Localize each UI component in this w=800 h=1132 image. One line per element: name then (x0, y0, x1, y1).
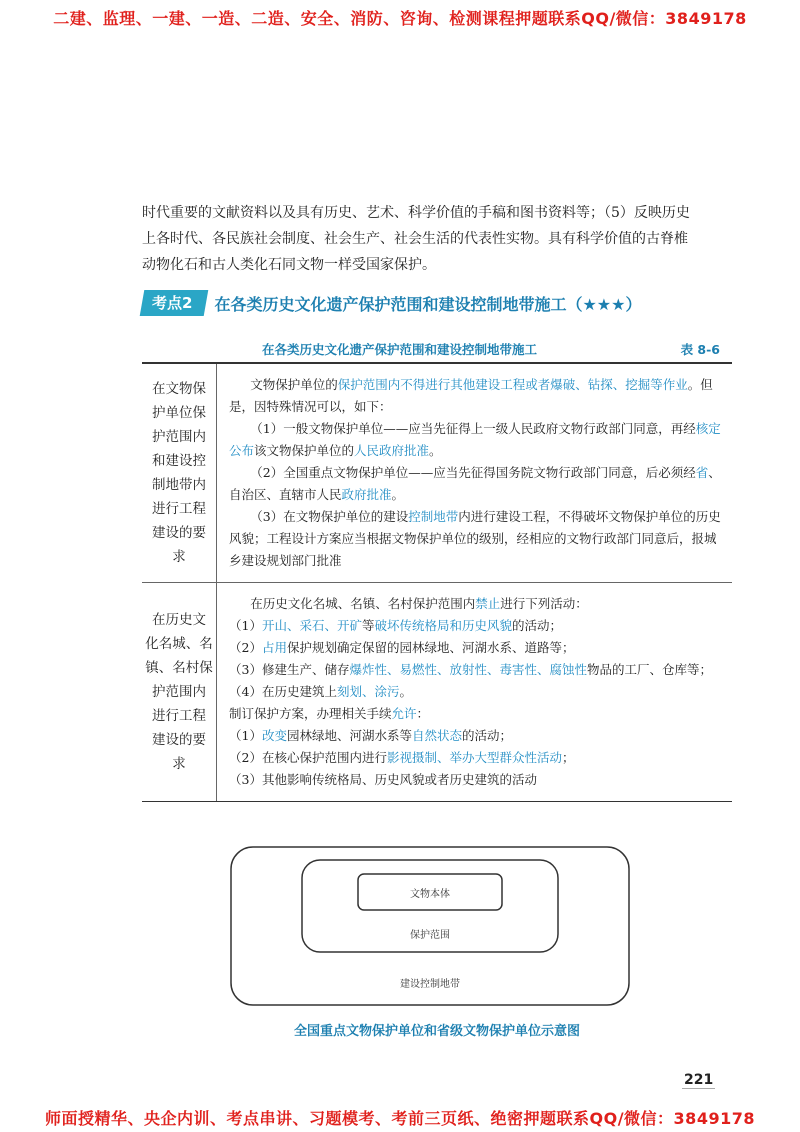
protection-zone-diagram (230, 846, 630, 1006)
page-number: 221 (684, 1072, 714, 1088)
rule-paragraph: 文物保护单位的保护范围内不得进行其他建设工程或者爆破、钻探、挖掘等作业。但是，因特殊情况可以，如下： (229, 377, 713, 414)
construction-control-zone-label: 建设控制地带 (400, 979, 460, 990)
table-row (142, 583, 732, 802)
row-label: 在历史文 化名城、名 镇、名村保 护范围内 进行工程 建设的要 求 (142, 583, 217, 802)
rule-paragraph: （3）在文物保护单位的建设控制地带内进行建设工程，不得破坏文物保护单位的历史风貌；工程设计方案应当根据文物保护单位的级别，经相应的文物行政部门同意后，报城乡建设规划部门批准 (229, 509, 721, 568)
row-label: 在文物保 护单位保 护范围内 和建设控 制地带内 进行工程 建设的要 求 (142, 363, 217, 583)
section-badge: 考点2 (140, 290, 209, 316)
row-content (217, 583, 733, 802)
intro-line: 动物化石和古人类化石同文物一样受国家保护。 (142, 257, 436, 273)
rule-paragraph: （3）修建生产、储存爆炸性、易燃性、放射性、毒害性、腐蚀性物品的工厂、仓库等； (229, 662, 713, 677)
rule-paragraph: （1）开山、采石、开矿等破坏传统格局和历史风貌的活动； (229, 618, 563, 633)
rule-paragraph: 制订保护方案，办理相关手续允许： (229, 706, 430, 721)
row-content (217, 363, 733, 583)
rule-paragraph: 在历史文化名城、名镇、名村保护范围内禁止进行下列活动： (250, 596, 588, 611)
rule-paragraph: （2）在核心保护范围内进行影视摄制、举办大型群众性活动； (229, 750, 575, 765)
intro-line: 上各时代、各民族社会制度、社会生产、社会生活的代表性实物。具有科学价值的古脊椎 (142, 231, 688, 247)
rules-table (142, 362, 732, 802)
table-row (142, 363, 732, 583)
table-caption (142, 338, 732, 358)
intro-paragraph (142, 200, 732, 278)
rule-paragraph: （4）在历史建筑上刻划、涂污。 (229, 684, 412, 699)
section-title: 在各类历史文化遗产保护范围和建设控制地带施工（★★★） (214, 294, 642, 314)
diagram-caption: 全国重点文物保护单位和省级文物保护单位示意图 (293, 1024, 580, 1039)
rule-paragraph: （2）占用保护规划确定保留的园林绿地、河湖水系、道路等； (229, 640, 575, 655)
relic-body-label: 文物本体 (410, 889, 450, 900)
bottom-banner: 师面授精华、央企内训、考点串讲、习题模考、考前三页纸、绝密押题联系QQ/微信：3849178 (45, 1109, 755, 1128)
top-banner: 二建、监理、一建、一造、二造、安全、消防、咨询、检测课程押题联系QQ/微信：3849178 (53, 9, 747, 28)
section-header (142, 290, 641, 316)
table-caption-title: 在各类历史文化遗产保护范围和建设控制地带施工 (262, 342, 538, 357)
rule-paragraph: （2）全国重点文物保护单位——应当先征得国务院文物行政部门同意，后必须经省、自治区、直辖市人民政府批准。 (229, 465, 721, 502)
rule-paragraph: （1）一般文物保护单位——应当先征得上一级人民政府文物行政部门同意，再经核定公布该文物保护单位的人民政府批准。 (229, 421, 721, 458)
intro-line: 时代重要的文献资料以及具有历史、艺术、科学价值的手稿和图书资料等；（5）反映历史 (142, 205, 690, 221)
table-number: 表 8-6 (680, 342, 720, 357)
protection-range-label: 保护范围 (410, 930, 450, 941)
rule-paragraph: （1）改变园林绿地、河湖水系等自然状态的活动； (229, 728, 513, 743)
rule-paragraph: （3）其他影响传统格局、历史风貌或者历史建筑的活动 (229, 772, 537, 787)
